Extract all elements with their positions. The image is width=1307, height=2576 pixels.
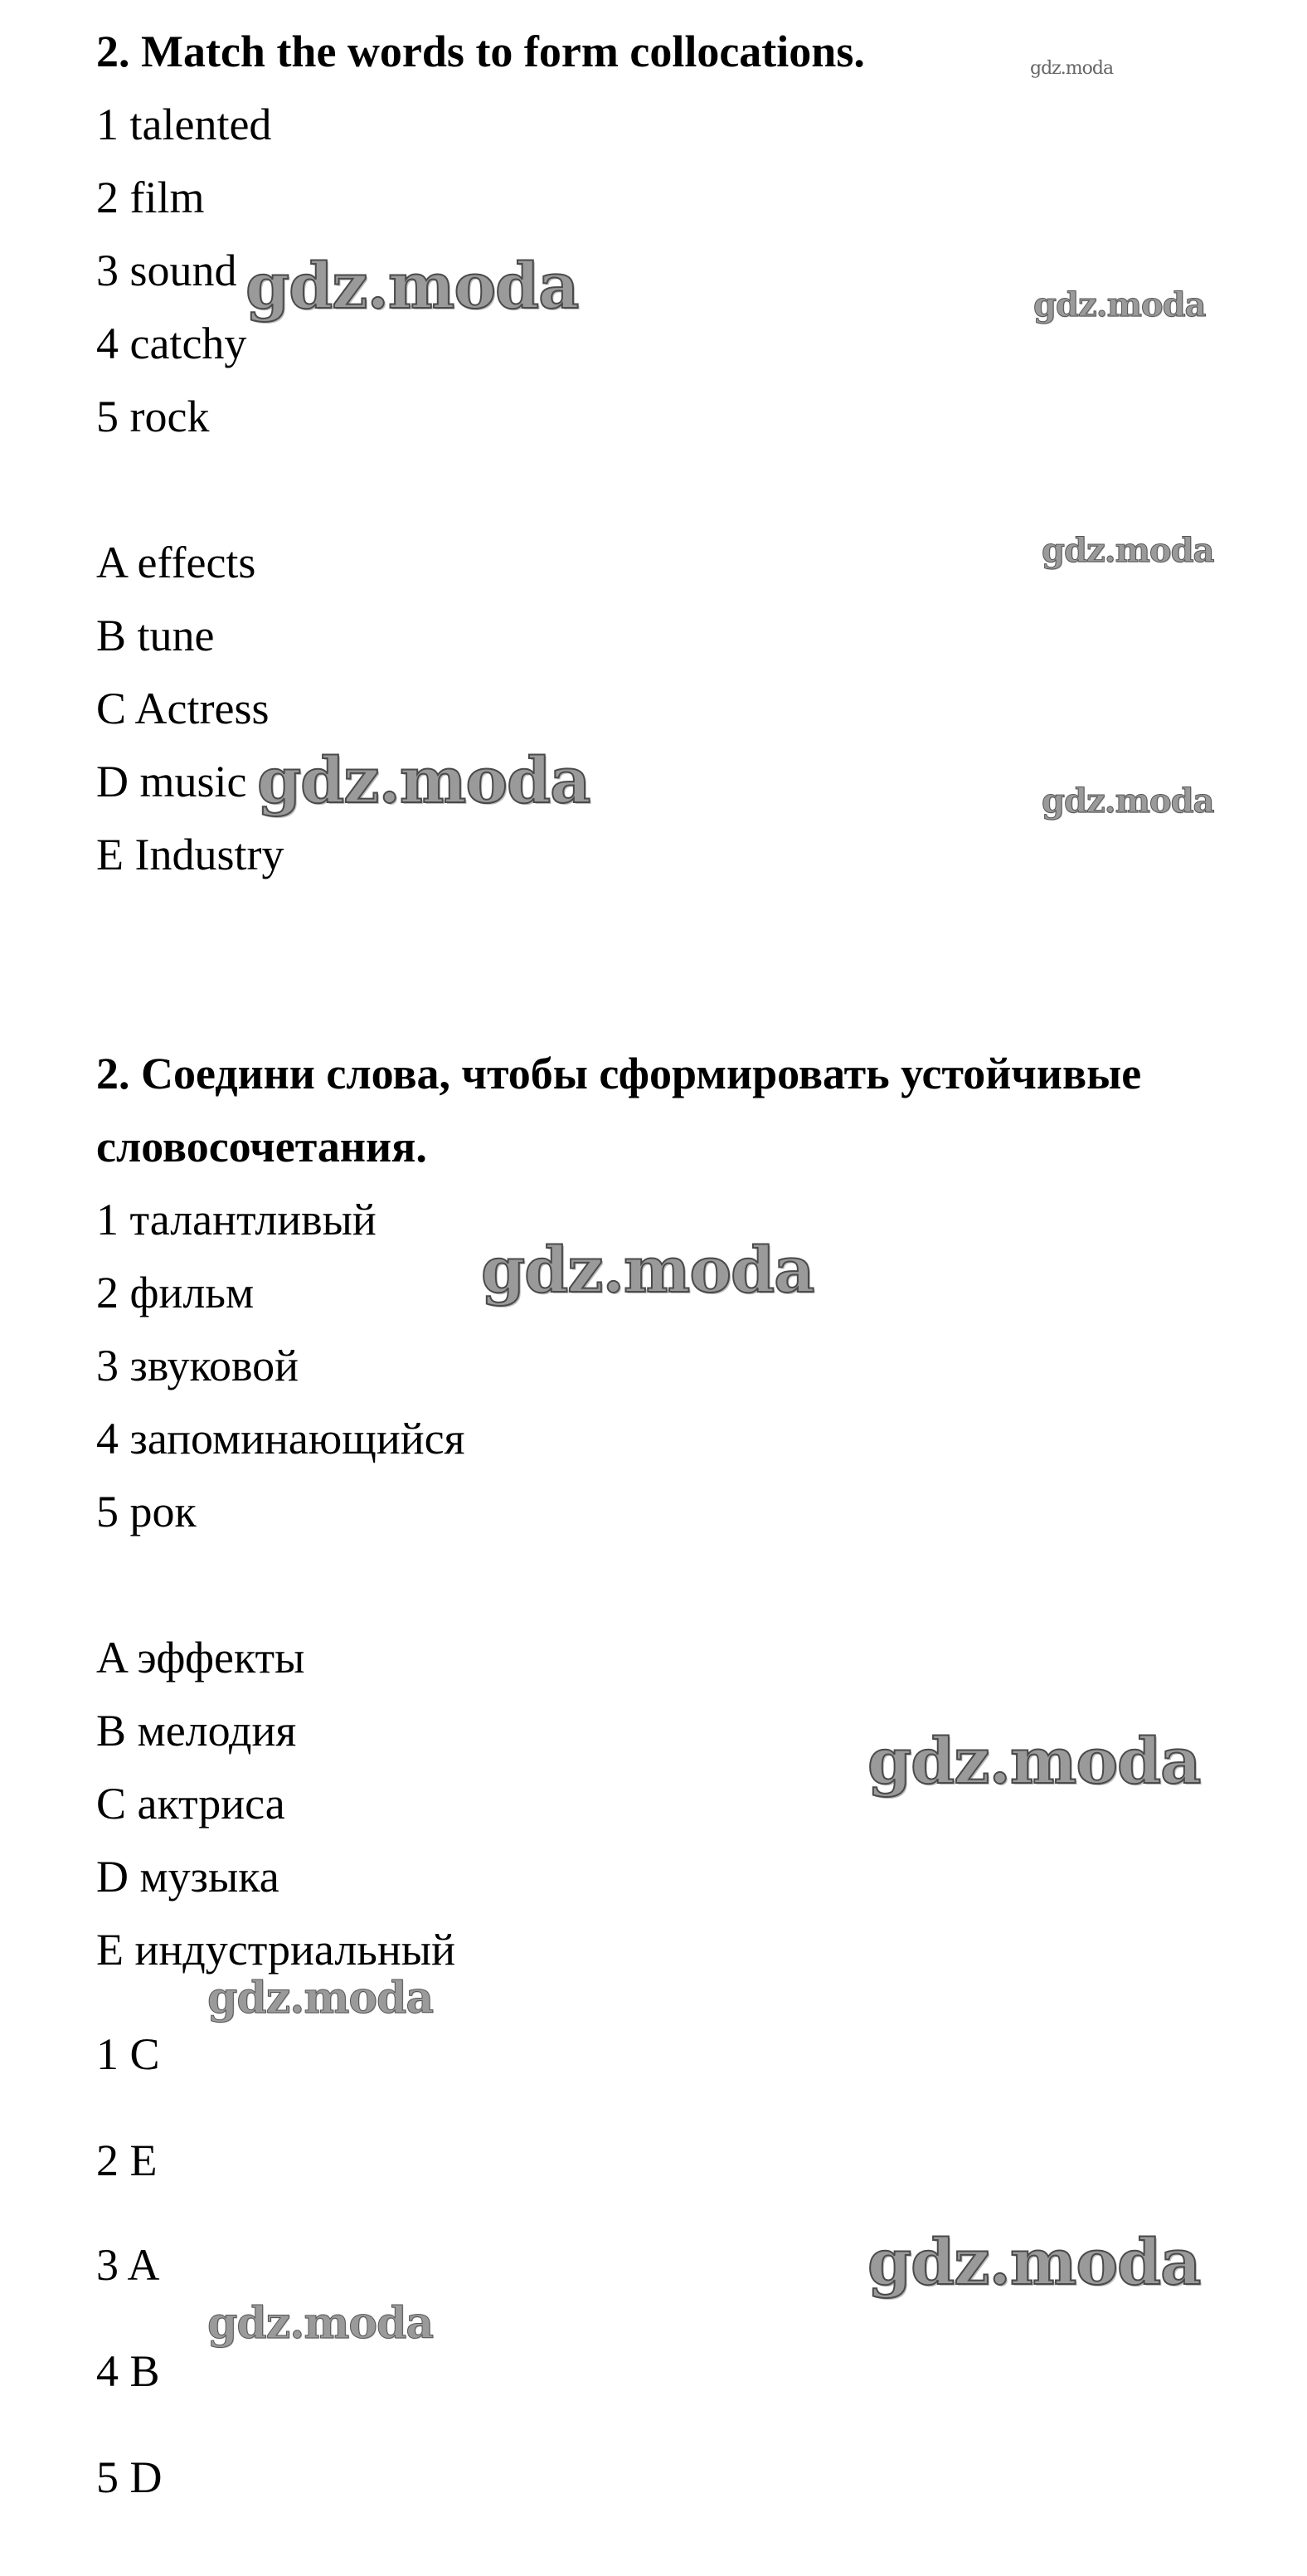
english-option-a: A effects xyxy=(96,538,256,587)
english-word-5: 5 rock xyxy=(96,392,210,441)
russian-word-1: 1 талантливый xyxy=(96,1195,377,1244)
russian-option-a: A эффекты xyxy=(96,1633,305,1682)
russian-option-e: E индустриальный xyxy=(96,1925,455,1975)
russian-option-c: C актриса xyxy=(96,1779,285,1829)
watermark: gdz.moda xyxy=(257,743,590,817)
russian-word-2: 2 фильм xyxy=(96,1268,255,1317)
english-word-4: 4 catchy xyxy=(96,319,247,368)
watermark: gdz.moda xyxy=(245,249,579,323)
english-option-b: B tune xyxy=(96,611,215,660)
russian-option-b: B мелодия xyxy=(96,1706,297,1755)
watermark: gdz.moda xyxy=(867,1724,1201,1798)
watermark: gdz.moda xyxy=(867,2225,1201,2299)
english-option-c: C Actress xyxy=(96,684,270,733)
russian-heading-line2: словосочетания. xyxy=(96,1122,427,1171)
russian-word-4: 4 запоминающийся xyxy=(96,1414,465,1463)
watermark: gdz.moda xyxy=(207,1973,434,2023)
watermark: gdz.moda xyxy=(207,2298,434,2349)
english-heading: 2. Match the words to form collocations. xyxy=(96,27,865,76)
watermark: gdz.moda xyxy=(1030,58,1114,79)
english-word-3: 3 sound xyxy=(96,246,237,295)
watermark: gdz.moda xyxy=(481,1233,814,1307)
russian-word-5: 5 рок xyxy=(96,1487,197,1536)
answer-2: 2 E xyxy=(96,2135,158,2185)
russian-word-3: 3 звуковой xyxy=(96,1341,299,1390)
watermark: gdz.moda xyxy=(1042,531,1214,570)
answer-1: 1 C xyxy=(96,2029,160,2079)
watermark: gdz.moda xyxy=(1042,782,1214,821)
english-option-d: D music xyxy=(96,757,247,806)
english-word-1: 1 talented xyxy=(96,100,272,149)
russian-heading-line1: 2. Соедини слова, чтобы сформировать устойчивые xyxy=(96,1049,1142,1098)
english-word-2: 2 film xyxy=(96,173,205,222)
answer-3: 3 A xyxy=(96,2240,160,2290)
watermark: gdz.moda xyxy=(1033,285,1206,324)
answer-5: 5 D xyxy=(96,2452,163,2502)
russian-option-d: D музыка xyxy=(96,1852,279,1902)
answer-4: 4 B xyxy=(96,2346,160,2396)
english-option-e: E Industry xyxy=(96,830,284,879)
